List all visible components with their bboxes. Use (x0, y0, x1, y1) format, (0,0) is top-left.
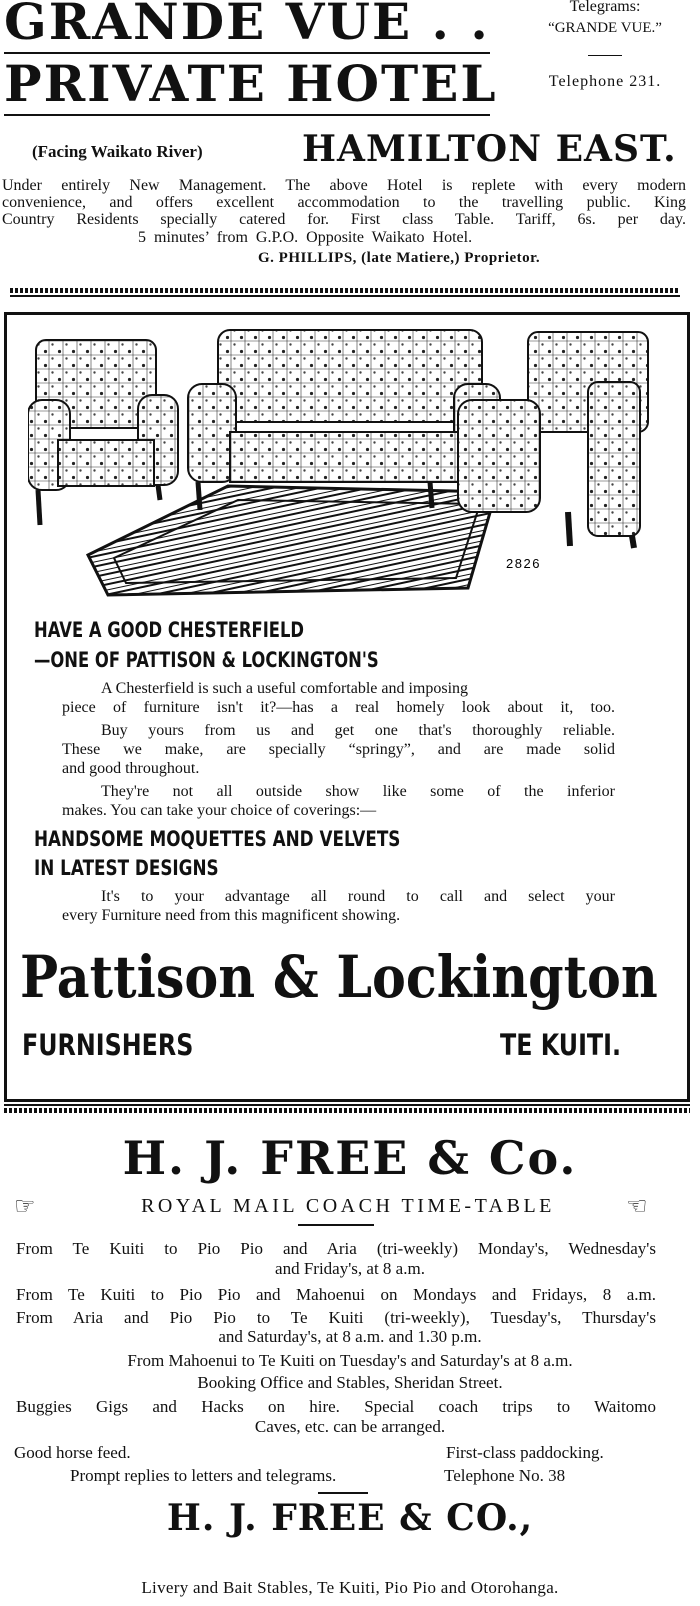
section-separator-top (10, 288, 680, 293)
chesterfield-para1-line2: piece of furniture isn't it?—has a real homely look about it, too. (62, 699, 615, 716)
chesterfield-suite-illustration (28, 320, 668, 598)
chesterfield-sofa (188, 330, 500, 510)
left-armchair (28, 340, 178, 525)
chesterfield-para2-line2: These we make, are specially “springy”, and are made solid (62, 741, 615, 758)
coach-company-name: H. J. FREE & Co. (122, 1131, 578, 1185)
paddocking-text: First-class paddocking. (446, 1443, 604, 1462)
pointing-hand-right-icon: ☞ (14, 1192, 36, 1220)
telegrams-divider (588, 55, 622, 56)
timetable-line2: and Friday's, at 8 a.m. (275, 1259, 425, 1278)
footer-divider (318, 1492, 368, 1494)
telegrams-value: “GRANDE VUE.” (548, 20, 662, 36)
timetable-line1: From Te Kuiti to Pio Pio and Aria (tri-weekly) Monday's, Wednesday's (16, 1239, 656, 1258)
coverings-headline: HANDSOME MOQUETTES AND VELVETS (34, 827, 401, 851)
booking-office-line: Booking Office and Stables, Sheridan Street. (197, 1373, 503, 1392)
hotel-name-line2: PRIVATE HOTEL (4, 54, 498, 113)
telegrams-label: Telegrams: (569, 0, 641, 15)
timetable-title: ROYAL MAIL COACH TIME-TABLE (141, 1195, 555, 1217)
furnishers-label: FURNISHERS (22, 1028, 194, 1062)
coach-telephone: Telephone No. 38 (444, 1466, 566, 1485)
hotel-body-line3: Country Residents specially catered for. First class Table. Tariff, 6s. per day. (2, 211, 686, 228)
hotel-body-line4: 5 minutes’ from G.P.O. Opposite Waikato Hotel. (138, 229, 473, 246)
te-kuiti-label: TE KUITI. (500, 1028, 622, 1062)
latest-designs-headline: IN LATEST DESIGNS (34, 856, 219, 880)
pattison-lockington-headline: —ONE OF PATTISON & LOCKINGTON'S (34, 648, 379, 672)
timetable-line6: From Mahoenui to Te Kuiti on Tuesday's and Saturday's at 8 a.m. (127, 1351, 573, 1370)
timetable-line4: From Aria and Pio Pio to Te Kuiti (tri-weekly), Tuesday's, Thursday's (16, 1308, 656, 1327)
timetable-line3: From Te Kuiti to Pio Pio and Mahoenui on Mondays and Fridays, 8 a.m. (16, 1285, 656, 1304)
hotel-proprietor: G. PHILLIPS, (late Matiere,) Proprietor. (258, 250, 541, 266)
stables-line: Livery and Bait Stables, Te Kuiti, Pio Pio and Otorohanga. (141, 1578, 559, 1597)
chesterfield-para2-line1: Buy yours from us and get one that's thoroughly reliable. (101, 722, 615, 739)
chesterfield-para3-line1: They're not all outside show like some of the inferior (101, 783, 615, 800)
hotel-name-underline (4, 114, 490, 116)
hotel-location: HAMILTON EAST. (302, 128, 677, 170)
coach-company-footer: H. J. FREE & CO., (166, 1497, 534, 1539)
section-separator-top-line (10, 295, 680, 297)
chesterfield-para4-line2: every Furniture need from this magnificent showing. (62, 907, 401, 924)
pointing-hand-left-icon: ☜ (626, 1192, 648, 1220)
hotel-name-line1: GRANDE VUE . . (4, 0, 490, 51)
chesterfield-para2-line3: and good throughout. (62, 760, 200, 777)
caves-line: Caves, etc. can be arranged. (254, 1417, 446, 1436)
timetable-title-underline (298, 1224, 374, 1226)
section-separator-bottom-line (4, 1104, 690, 1106)
illustration-number: 2826 (506, 556, 541, 571)
hotel-facing-river: (Facing Waikato River) (32, 142, 203, 161)
chesterfield-para3-line2: makes. You can take your choice of coverings:— (62, 802, 377, 819)
prompt-replies-text: Prompt replies to letters and telegrams. (70, 1466, 337, 1485)
timetable-line5: and Saturday's, at 8 a.m. and 1.30 p.m. (218, 1327, 482, 1346)
telephone-number: Telephone 231. (548, 73, 662, 90)
buggies-line: Buggies Gigs and Hacks on hire. Special coach trips to Waitomo (16, 1397, 656, 1416)
chesterfield-para4-line1: It's to your advantage all round to call and select your (101, 888, 615, 905)
pattison-lockington-brand: Pattison & Lockington (20, 943, 658, 1011)
hotel-body-line1: Under entirely New Management. The above Hotel is replete with every modern (2, 177, 686, 194)
hotel-body-line2: convenience, and offers excellent accommodation to the travelling public. King (2, 194, 686, 211)
chesterfield-para1-line1: A Chesterfield is such a useful comfortable and imposing (101, 680, 469, 697)
horse-feed-text: Good horse feed. (14, 1443, 131, 1462)
section-separator-bottom (4, 1108, 690, 1113)
chesterfield-headline: HAVE A GOOD CHESTERFIELD (34, 618, 305, 642)
